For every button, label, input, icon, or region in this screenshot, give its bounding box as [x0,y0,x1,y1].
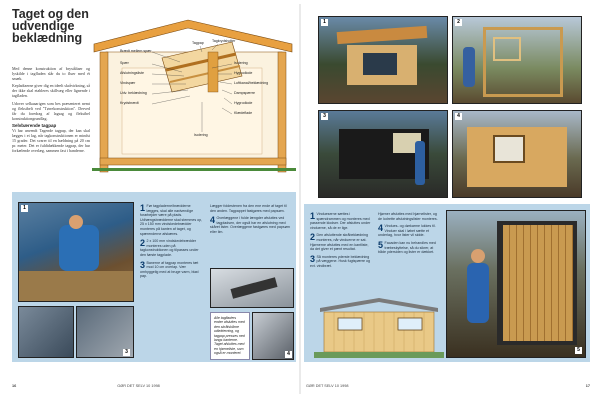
page-number: 17 [585,384,590,388]
left-footer [12,384,160,388]
finished-shed-illustration [314,296,444,358]
label-hygrodiode-2: Hygrodiode [234,101,253,105]
photo-number: 1 [321,19,328,26]
step-cont: Hjørner afsluttes med hjørnelister, og de lodrette afslutningslister monteres. [378,212,438,221]
label-afslutningsliste: Afslutningsliste [120,71,144,75]
step-5: 5 Facaden kan nu behandles med træbeskyttelse, så du sikrer, at både ydersiden og lister er dækket. [378,239,436,255]
photo-number: 3 [123,349,130,356]
step-1: 1 Vindueserne sættes i spændrammen og monteres med passende klodser. Der afsluttes under vinduerne, så de er lige. [310,211,371,230]
right-footer [306,384,590,388]
step-2: 2 2 x 100 mm vindskedebrædder monteres uden på tagkonstruktionen og tilpasses under den første tagplade. [140,238,199,257]
photo-number: 2 [455,19,462,26]
photo-number: 4 [285,351,292,358]
roof-cross-section-diagram [92,12,296,184]
left-caption: Alle tagfladers ender afsluttes med den skråtskårne udlekterning, og tagpap presses ned langs kanterne. Taget afsluttes med en hjørneliste, som også er monteret. [210,312,250,360]
label-spaer: Spær [120,61,129,65]
label-tagpap: Tagpap [192,41,204,45]
label-isolering-top: Isolering [234,61,248,65]
label-isolering-bottom: Isolering [194,133,208,137]
label-udv-beklaedning: Udv. beklædning [120,91,147,95]
intro-paragraph-3: Udover selkaaarigen som bes præsenteret nemt og fleksibelt ved "Tørrekonstruktion". Derved får du foredrag af lagsag og fleksibel konstruktiongrundlag. [12,100,90,121]
subhead: Selvbærende tagpap [12,122,57,128]
roof-detail-photo-3 [76,306,134,358]
label-hygrodiode-1: Hygrodiode [234,71,253,75]
construction-photo-1 [318,16,448,104]
construction-photo-2 [452,16,582,104]
label-krydsbraedt: Krydsbrædt [120,101,139,105]
footer-text: GØR DET SELV 10 1998 [306,384,349,388]
step-1: 1 Før tagpladerne/brædderne lægges, skal alle nødvendige forarbejder være på plads. Udhængsbrædderne skal stemmes op, 25 x 150 mm vindskedebrædder monteres på kanten af taget, og spærenderne afskæres. [140,203,203,236]
photo-number: 1 [21,205,28,212]
right-page [304,6,590,390]
step-2: 2 Den afsluttende skråbeklædning monteres, når vinduerne er sat. Hjørnerne afsluttes med en kantliste, da det giver et pænt resultat. [310,232,369,252]
worker-facade-photo [446,210,586,358]
label-dampspaerre: Dampspærre [234,91,255,95]
left-steps-col1 [140,204,204,282]
label-tagkrydsholter: Tagkrydsholter [212,39,236,43]
construction-photo-4 [452,110,582,198]
roof-detail-photo-2 [18,306,74,358]
photo-number: 4 [455,113,462,120]
page-number: 16 [12,384,17,388]
footer-text: GØR DET SELV 10 1998 [117,384,160,388]
label-braet: Brædt mellem spær [120,49,152,53]
step-3: 3 Så monteres yderste beklædning på væggene. Husk fugtspærre og evt. vindbræt. [310,253,371,268]
step-cont: Lægger foldestenen fra den ene ende af taget til den anden. Tagpappet fastgøres med papsøm. [210,204,287,213]
left-page [10,6,296,390]
photo-number: 5 [575,347,582,354]
page-title: Taget og den udvendige beklædning [12,7,89,45]
right-steps-col2 [378,212,440,258]
right-steps-col1 [310,212,372,272]
construction-photo-3 [318,110,448,198]
step-4: 4 Vindues- og dørkarme lukkes til. Vinduer skal i løbet sætte et underlag, hvor lister vil sidde. [378,223,436,238]
label-lufthul: Luftkanal/beklædning [234,81,269,85]
photo-number: 3 [321,113,328,120]
gutter [299,4,301,394]
tagpap-roll-photo [210,268,294,308]
intro-text [12,66,90,156]
label-klaeder: Klædeflade [234,111,253,115]
intro-paragraph-1: Med denne konstruktion af bryståltaer og lyskilde i tagfladen slår du to fluer med ét smæk. [12,66,90,82]
left-steps-col2 [210,204,290,238]
intro-paragraph-2: Kepladtaerne giver dig en ideelt skråvirkning, så der ikke skal etableres skillvæg eller lignende i tagfladen. [12,83,90,99]
step-3: 3 Banerne af tagpap monteres tæt mod 10 cm overlap. Vær omhyggelig med at bruge varm, blød pap. [140,259,199,279]
label-vindspaer: Vindspær [120,81,136,85]
subhead-text: Vi har anvendt Tagende tagpap, der kan skal lægges i et lag, når tagkonstruktionen er mindst 15 grader. Det svarer til en hældning på 20 cm pr. meter. Det er fuldtdækkende tagpap, der har forkælende overlæg, sammen fast i banderne. [12,128,90,154]
roof-detail-photo-4 [252,312,294,360]
step-4: 4 Overlæggene i fulde længder afsluttes ved tagpladsen, der også har en afslutning med skåret lister. Overlæggene fastgøres med papsøm eller lim. [210,215,290,234]
worker-roof-photo-1 [18,202,134,302]
